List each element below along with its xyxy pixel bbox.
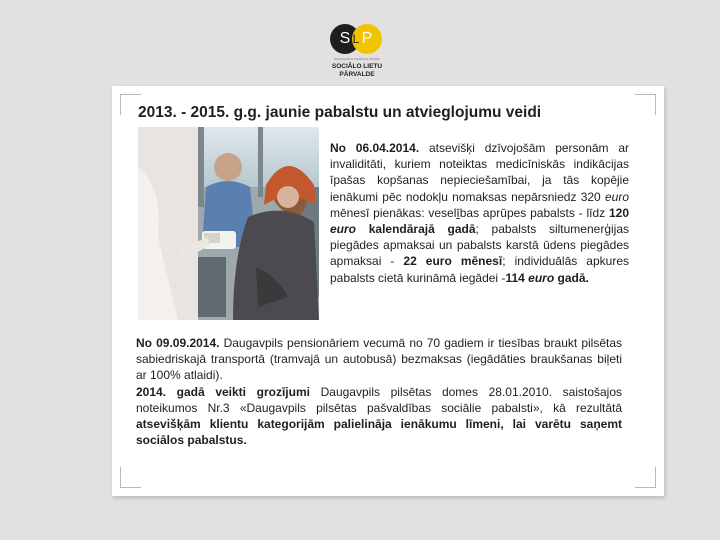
corner-mark-top-right <box>635 94 656 115</box>
paragraph1-amount3: 114 <box>505 270 529 285</box>
logo-name <box>326 63 388 79</box>
paragraph3-text-a: Daugavpils pilsētas domes 28.01.2010. saistošajos noteikumos Nr.3 «Daugavpils pilsētas pašvaldības sociālie pabalsti», kā rezultātā <box>136 384 623 415</box>
logo-letter-p: P <box>352 24 382 54</box>
paragraph1-text-a: atsevišķi dzīvojošām personām ar invaliditāti, kuriem noteiktas medicīniskās indikācijas īpašas kopšanas nepieciešamībai, ja tās kopējie ienākumi pēc nodokļu nomaksas nepārsniedz 320 <box>330 141 629 204</box>
paragraph3-lead: 2014. gadā veikti grozījumi <box>136 384 310 399</box>
slp-logo <box>326 22 388 86</box>
slide-title: 2013. - 2015. g.g. jaunie pabalstu un atvieglojumu veidi <box>138 104 542 121</box>
corner-mark-bottom-left <box>120 467 141 488</box>
logo-letter-l: L <box>352 32 360 46</box>
paragraph3-bold-end: atsevišķām klientu kategorijām palielināja ienākumu līmeni, lai varētu saņemt sociālos pabalstus. <box>136 417 622 448</box>
logo-name-line1: SOCIĀLO LIETU <box>331 63 383 70</box>
paragraph2-date: No 09.09.2014. <box>136 336 220 350</box>
photo-bus-pensioners <box>138 127 319 320</box>
paragraph1-text-c: bas aprūpes pabalsts - līdz <box>459 205 609 220</box>
paragraph1-text-f: ; individuālās apkures pabalsts cietā kurināmā iegādei - <box>330 254 629 285</box>
logo-name-line2: PĀRVALDE <box>339 71 375 78</box>
corner-mark-bottom-right <box>635 467 656 488</box>
paragraph1-amount1: 120 <box>608 205 630 220</box>
paragraph-amendments <box>136 384 622 449</box>
paragraph1-date: No 06.04.2014. <box>330 141 420 155</box>
paragraph1-amount2: 22 euro mēnesī <box>403 254 503 269</box>
paragraph1-euro3: euro <box>528 270 555 285</box>
paragraph1-euro1: euro <box>604 189 629 204</box>
paragraph1-text-d: kalendārajā gadā <box>356 222 476 237</box>
logo-circles <box>330 24 382 54</box>
paragraph1-text-e: ; pabalsts siltumenerģijas piegādes apmaksai un pabalsts karstā ūdens piegādes apmaksai - <box>330 222 629 269</box>
bottom-paragraphs <box>136 335 622 448</box>
paragraph1-euro2: euro <box>330 222 357 237</box>
paragraph1-text-g: gadā. <box>554 270 589 285</box>
paragraph1-text-b: mēnesī pienākas: vesel <box>330 205 457 220</box>
logo-small-text: DAUGAVPILS PILSĒTAS DOMES <box>334 57 380 61</box>
photo-illustration <box>138 127 319 320</box>
paragraph-benefits-2014 <box>330 140 629 286</box>
paragraph1-underlined-i: ī <box>456 205 460 220</box>
paragraph2-text: Daugavpils pensionāriem vecumā no 70 gadiem ir tiesības braukt pilsētas sabiedriskajā transportā (tramvajā un autobusā) bezmaksas (iegādāties braukšanas biļeti ar 100% atlaidi). <box>136 336 623 383</box>
logo-letter-s: S <box>330 24 360 54</box>
paragraph-transport <box>136 335 622 384</box>
